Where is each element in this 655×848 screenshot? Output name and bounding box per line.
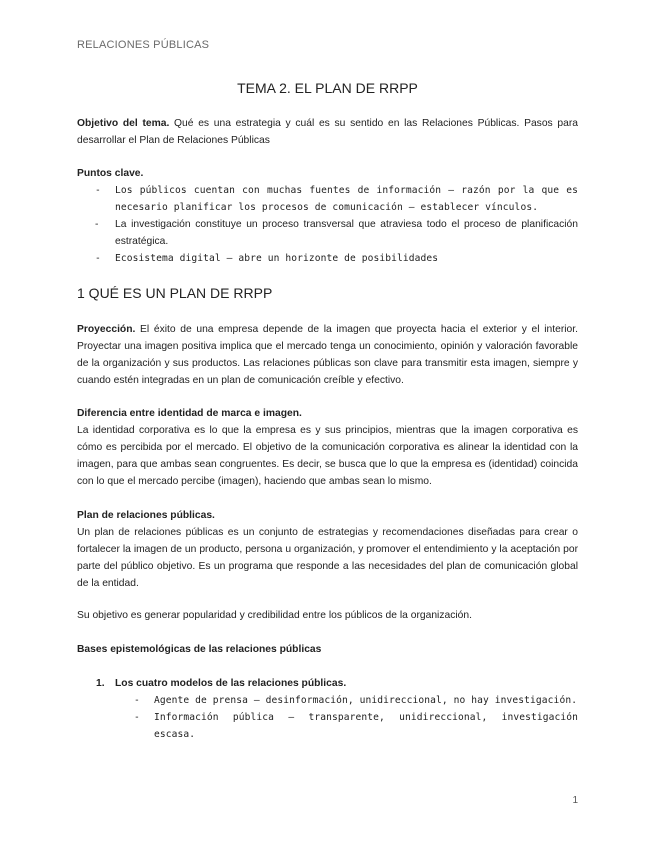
item-number: 1. [96, 678, 105, 689]
bullet-dash: - [95, 253, 101, 264]
diferencia-label: Diferencia entre identidad de marca e imagen. [77, 408, 302, 419]
list-item [77, 692, 578, 709]
list-item [77, 709, 578, 743]
objetivo-text: Qué es una estrategia y cuál es su sentido en las Relaciones Públicas. Pasos para desarrollar el Plan de Relaciones Públicas [77, 118, 578, 146]
list-item-text: Los públicos cuentan con muchas fuentes de información – razón por la que es necesario planificar los procesos de comunicación – establecer vínculos. [115, 185, 578, 213]
numbered-item-label: Los cuatro modelos de las relaciones públicas. [115, 678, 347, 689]
page-title: TEMA 2. EL PLAN DE RRPP [237, 80, 418, 96]
diferencia-text: La identidad corporativa es lo que la empresa es y sus principios, mientras que la imagen corporativa es cómo es percibida por el mercado. El objetivo de la comunicación corporativa es alinear la identidad con la imagen, para que ambas sean congruentes. Es decir, se busca que lo que la empresa es (identidad) coincida con lo que el mercado percibe (imagen), haciendo que ambas sean lo mismo. [77, 425, 578, 487]
objetivo-label: Objetivo del tema. [77, 118, 170, 129]
list-item [77, 250, 578, 267]
section-heading: 1 QUÉ ES UN PLAN DE RRPP [77, 285, 273, 301]
numbered-item [77, 675, 578, 692]
list-item [77, 216, 578, 250]
list-item-text: Ecosistema digital – abre un horizonte de posibilidades [115, 253, 439, 264]
page-number: 1 [572, 795, 578, 806]
proyeccion-label: Proyección. [77, 324, 136, 335]
bullet-dash: - [134, 712, 140, 723]
puntos-label: Puntos clave. [77, 168, 144, 179]
modelos-list [77, 675, 578, 743]
proyeccion-paragraph [77, 321, 578, 389]
objetivo2-paragraph: Su objetivo es generar popularidad y credibilidad entre los públicos de la organización. [77, 610, 472, 621]
bullet-dash: - [95, 185, 101, 196]
proyeccion-text: El éxito de una empresa depende de la imagen que proyecta hacia el exterior y el interior. Proyectar una imagen positiva implica que el mercado tenga un conocimiento, opinión y valoración favorable de la organización y sus productos. Las relaciones públicas son clave para transmitir esta imagen, siempre y cuando estén integradas en un plan de comunicación creíble y efectivo. [77, 324, 578, 386]
list-item-text: La investigación constituye un proceso transversal que atraviesa todo el proceso de planificación estratégica. [115, 219, 578, 247]
plan-text: Un plan de relaciones públicas es un conjunto de estrategias y recomendaciones diseñadas para crear o fortalecer la imagen de un producto, persona u organización, y promover el entendimiento y la aceptación por parte del público objetivo. Es un programa que responde a las necesidades del plan de comunicación global de la entidad. [77, 527, 578, 589]
bullet-dash: - [95, 219, 99, 230]
plan-label: Plan de relaciones públicas. [77, 510, 215, 521]
bases-heading: Bases epistemológicas de las relaciones públicas [77, 644, 322, 655]
objetivo-paragraph [77, 115, 578, 149]
page-header: RELACIONES PÚBLICAS [77, 39, 210, 51]
puntos-list [77, 182, 578, 267]
list-item-text: Agente de prensa – desinformación, unidireccional, no hay investigación. [154, 695, 578, 706]
bullet-dash: - [134, 695, 140, 706]
list-item [77, 182, 578, 216]
list-item-text: Información pública – transparente, unidireccional, investigación escasa. [154, 712, 578, 740]
